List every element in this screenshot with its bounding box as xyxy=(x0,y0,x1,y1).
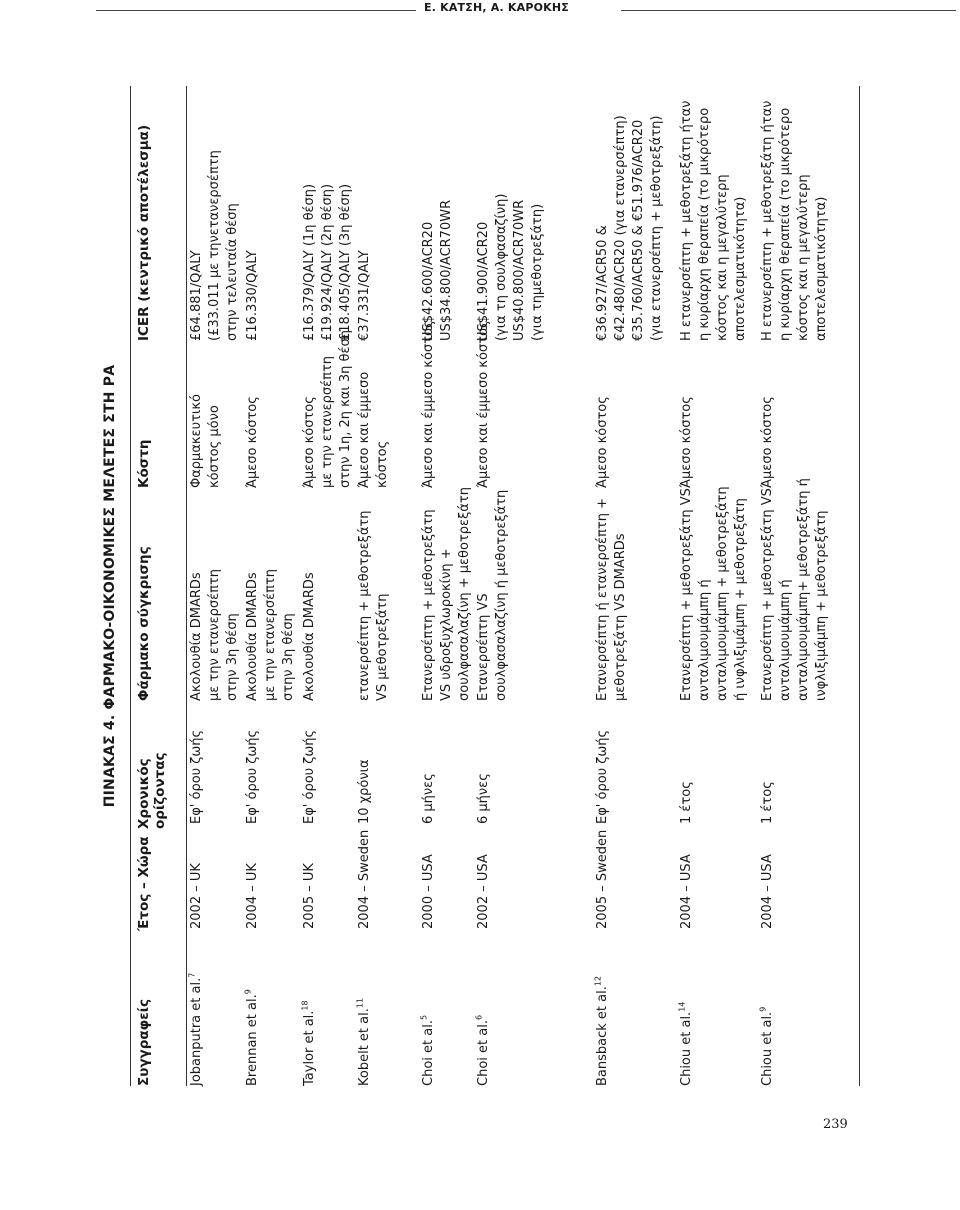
author-name: Taylor et al. xyxy=(302,1010,317,1086)
cell-icer-line: €36.927/ACR50 & xyxy=(595,225,610,341)
cell-comparison-line: Ετανερσέπτη + μεθοτρεξάτη xyxy=(421,509,436,701)
reference-number: 9 xyxy=(243,989,253,995)
cell-horizon-line: Εφ' όρου ζωής xyxy=(595,729,610,824)
cell-icer-line: (για ετανερσέπτη + μεθοτρεξάτη) xyxy=(649,115,664,341)
cell-cost-line: Άμεσο κόστος xyxy=(679,396,694,488)
table-bottom-rule xyxy=(859,86,860,1086)
cell-horizon-line: Εφ' όρου ζωής xyxy=(245,729,260,824)
reference-number: 14 xyxy=(677,1001,687,1012)
cell-icer xyxy=(188,150,242,341)
cell-cost-line: Άμεσο κόστος xyxy=(245,396,260,488)
cell-year-country xyxy=(244,863,262,929)
cell-icer xyxy=(244,250,262,341)
cell-icer-line: US$40.800/ACR70WR xyxy=(512,199,527,341)
cell-icer-line: €42.480/ACR20 (για ετανερσέπτη) xyxy=(613,115,628,341)
table-title: ΠΙΝΑΚΑΣ 4. ΦΑΡΜΑΚΟ-ΟΙΚΟΝΟΜΙΚΕΣ ΜΕΛΕΤΕΣ ΣΤΗ ΡΑ xyxy=(102,364,118,808)
cell-comparison-line: στην 3η θέση xyxy=(225,613,240,701)
cell-year-country xyxy=(420,854,438,929)
cell-comparison-line: ινφλιξιμάμπη + μεθοτρεξάτη xyxy=(814,510,829,701)
header-icer: ICER (κεντρικό αποτέλεσμα) xyxy=(136,124,152,341)
cell-comparison-line: με την ετανερσέπτη xyxy=(207,568,222,701)
cell-year-country-line: 2002 – USA xyxy=(476,854,491,929)
cell-year-country xyxy=(759,854,777,929)
cell-icer-line: US$42.600/ACR20 xyxy=(421,221,436,341)
cell-comparison-line: στην 3η θέση xyxy=(281,613,296,701)
reference-number: 7 xyxy=(187,972,197,978)
cell-comparison-line: Ετανερσέπτη + μεθοτρεξάτη VS xyxy=(760,488,775,701)
cell-year-country xyxy=(301,863,319,929)
cell-comparison xyxy=(759,478,831,701)
cell-horizon xyxy=(188,730,206,824)
cell-icer xyxy=(420,200,456,341)
cell-comparison-line: Ακολουθία DMARDs xyxy=(189,572,204,701)
reference-number: 18 xyxy=(300,1000,310,1011)
cell-comparison-line: ανταλιμουμάμπη ή xyxy=(697,579,712,701)
cell-cost-line: Άμεσο κόστος xyxy=(595,396,610,488)
cell-icer xyxy=(759,101,831,341)
cell-horizon xyxy=(420,773,438,824)
header-authors: Συγγραφείς xyxy=(136,998,152,1086)
cell-comparison-line: ή ινφλιξιμάμπη + μεθοτρεξάτη xyxy=(733,498,748,701)
cell-comparison-line: σουλφασαλαζίνη ή μεθοτρεξάτη xyxy=(494,489,509,701)
table-header-rule xyxy=(186,86,187,1086)
cell-icer-line: US$34.800/ACR70WR xyxy=(439,199,454,341)
author-name: Chiou et al. xyxy=(679,1011,694,1086)
cell-cost xyxy=(678,396,696,488)
cell-icer-line: Η ετανερσέπτη + μεθοτρεξάτη ήταν xyxy=(679,100,694,341)
reference-number: 5 xyxy=(419,1014,429,1021)
cell-cost-line: Άμεσο κόστος xyxy=(760,396,775,488)
reference-number: 6 xyxy=(474,1014,484,1021)
cell-cost xyxy=(759,396,777,488)
cell-horizon xyxy=(594,730,612,824)
cell-author xyxy=(420,1015,438,1086)
cell-horizon-line: 10 χρόνια xyxy=(357,759,372,824)
cell-year-country-line: 2004 – USA xyxy=(760,854,775,929)
cell-author xyxy=(678,1002,696,1086)
cell-comparison xyxy=(420,487,474,701)
cell-comparison-line: VS μεθοτρεξάτη xyxy=(375,593,390,701)
cell-icer-line: (£33.011 με τηνετανερσέπτη xyxy=(207,150,222,341)
cell-horizon-line: 1 έτος xyxy=(679,781,694,824)
cell-cost xyxy=(244,396,262,488)
cell-comparison xyxy=(678,486,750,701)
cell-year-country xyxy=(678,854,696,929)
reference-number: 11 xyxy=(355,997,365,1009)
cell-cost xyxy=(475,320,493,488)
cell-icer-line: (για τημεθοτρεξάτη) xyxy=(530,203,545,341)
author-name: Brennan et al. xyxy=(245,994,260,1086)
header-rule-left xyxy=(96,10,416,11)
header-cost: Κόστη xyxy=(136,439,152,488)
cell-icer-line: (για τη σουλφασαζίνη) xyxy=(494,193,509,341)
header-year-country: Έτος – Χώρα xyxy=(136,836,152,931)
cell-horizon xyxy=(356,759,374,824)
author-name: Jobanputra et al. xyxy=(189,977,204,1086)
cell-comparison-line: με την ετανερσέπτη xyxy=(263,568,278,701)
cell-horizon xyxy=(475,773,493,824)
header-horizon-line: Χρονικός xyxy=(136,758,152,829)
page-number: 239 xyxy=(823,1117,848,1132)
header-rule-right xyxy=(621,10,956,11)
cell-comparison-line: Ακολουθία DMARDs xyxy=(245,572,260,701)
cell-icer-line: £16.330/QALY xyxy=(245,250,260,341)
cell-icer-line: US$41.900/ACR20 xyxy=(476,221,491,341)
cell-comparison xyxy=(594,498,630,701)
cell-cost xyxy=(188,394,224,488)
cell-year-country-line: 2005 – UK xyxy=(302,863,317,929)
cell-year-country xyxy=(188,863,206,929)
cell-year-country-line: 2004 – UK xyxy=(245,863,260,929)
cell-author xyxy=(188,973,206,1086)
cell-cost-line: με την ετανερσέπτη xyxy=(320,355,335,488)
cell-icer-line: €35.760/ACR50 & €51.976/ACR20 xyxy=(631,119,646,341)
cell-horizon-line: Εφ' όρου ζωής xyxy=(302,729,317,824)
cell-cost-line: κόστος μόνο xyxy=(207,405,222,488)
cell-icer-line: αποτελεσματικότητα) xyxy=(733,196,748,341)
cell-icer xyxy=(475,194,547,341)
cell-year-country-line: 2000 – USA xyxy=(421,854,436,929)
cell-icer xyxy=(594,115,666,341)
cell-cost xyxy=(356,372,392,488)
author-name: Choi et al. xyxy=(421,1020,436,1086)
cell-icer-line: £16.379/QALY (1η θέση) xyxy=(302,183,317,341)
cell-cost-line: στην 1η, 2η και 3η θέση xyxy=(338,330,353,488)
cell-comparison xyxy=(244,569,298,701)
running-header xyxy=(96,0,960,16)
cell-comparison xyxy=(475,490,511,701)
cell-cost-line: Άμεσο και έμμεσο κόστος xyxy=(476,320,491,488)
author-name: Chiou et al. xyxy=(760,1011,775,1086)
header-comparison: Φάρμακο σύγκρισης xyxy=(136,546,152,701)
cell-comparison-line: VS υδροξυχλωροκίνη + xyxy=(439,548,454,701)
cell-icer xyxy=(301,184,355,341)
cell-author xyxy=(759,1007,777,1086)
cell-author xyxy=(356,998,374,1086)
cell-comparison-line: Ετανερσέπτη ή ετανερσέπτη + xyxy=(595,498,610,701)
cell-comparison xyxy=(301,572,319,701)
cell-comparison xyxy=(356,511,392,701)
cell-comparison-line: ανταλιμουμάμπη + μεθοτρεξάτη xyxy=(715,486,730,701)
cell-icer-line: κόστος και η μεγαλύτερη xyxy=(715,174,730,341)
cell-icer xyxy=(356,250,374,341)
cell-cost-line: κόστος xyxy=(375,440,390,488)
header-horizon xyxy=(136,752,168,829)
cell-comparison-line: σουλφασαλαζίνη + μεθοτρεξάτη xyxy=(457,487,472,701)
cell-comparison-line: Ετανερσέπτη + μεθοτρεξάτη VS xyxy=(679,488,694,701)
cell-horizon xyxy=(759,781,777,824)
cell-comparison-line: ανταλιμουμάμπη ή xyxy=(778,579,793,701)
author-name: Choi et al. xyxy=(476,1020,491,1086)
cell-icer-line: Η ετανερσέπτη + μεθοτρεξάτη ήταν xyxy=(760,100,775,341)
cell-icer-line: £18.405/QALY (3η θέση) xyxy=(338,183,353,341)
cell-comparison-line: μεθοτρεξάτη VS DMARDs xyxy=(613,533,628,701)
cell-cost-line: Άμεσο και έμμεσο xyxy=(357,371,372,488)
author-name: Kobelt et al. xyxy=(357,1008,372,1086)
cell-icer-line: £64.881/QALY xyxy=(189,250,204,341)
rotated-table xyxy=(100,86,860,1086)
cell-author xyxy=(594,976,612,1086)
cell-horizon xyxy=(678,781,696,824)
cell-icer-line: £19.924/QALY (2η θέση) xyxy=(320,183,335,341)
cell-year-country-line: 2005 – Sweden xyxy=(595,829,610,929)
cell-icer-line: κόστος και η μεγαλύτερη xyxy=(796,174,811,341)
reference-number: 12 xyxy=(593,975,603,987)
cell-year-country-line: 2004 – Sweden xyxy=(357,829,372,929)
header-horizon-line: ορίζοντας xyxy=(152,752,168,829)
reference-number: 9 xyxy=(758,1006,768,1012)
cell-cost xyxy=(301,330,355,488)
cell-icer-line: η κυρίαρχη θεραπεία (το μικρότερο xyxy=(697,107,712,341)
cell-cost-line: Φαρμακευτικό xyxy=(189,394,204,488)
cell-cost xyxy=(594,396,612,488)
cell-horizon-line: 6 μήνες xyxy=(476,773,491,824)
running-header-authors: Ε. ΚΑΤΣΗ, Α. ΚΑΡΟΚΗΣ xyxy=(424,1,570,14)
cell-comparison-line: Ετανερσέπτη VS xyxy=(476,593,491,701)
cell-icer-line: αποτελεσματικότητα) xyxy=(814,196,829,341)
cell-comparison xyxy=(188,569,242,701)
cell-horizon-line: Εφ' όρου ζωής xyxy=(189,729,204,824)
cell-comparison-line: Ακολουθία DMARDs xyxy=(302,572,317,701)
cell-comparison-line: ετανερσέπτη + μεθοτρεξάτη xyxy=(357,510,372,701)
cell-cost xyxy=(420,320,438,488)
cell-icer xyxy=(678,101,750,341)
cell-year-country-line: 2002 – UK xyxy=(189,863,204,929)
table-top-rule xyxy=(130,86,131,1086)
cell-horizon-line: 6 μήνες xyxy=(421,773,436,824)
cell-year-country-line: 2004 – USA xyxy=(679,854,694,929)
cell-horizon xyxy=(301,730,319,824)
author-name: Bansback et al. xyxy=(595,986,610,1086)
cell-cost-line: Άμεσο κόστος xyxy=(302,396,317,488)
cell-year-country xyxy=(594,830,612,929)
cell-year-country xyxy=(475,854,493,929)
cell-year-country xyxy=(356,830,374,929)
cell-horizon xyxy=(244,730,262,824)
cell-icer-line: €37.331/QALY xyxy=(357,250,372,341)
cell-comparison-line: ανταλιμουμάμπη+ μεθοτρεξάτη ή xyxy=(796,478,811,701)
cell-author xyxy=(301,1000,319,1086)
cell-icer-line: η κυρίαρχη θεραπεία (το μικρότερο xyxy=(778,107,793,341)
cell-author xyxy=(244,989,262,1086)
cell-cost-line: Άμεσο και έμμεσο κόστος xyxy=(421,320,436,488)
cell-author xyxy=(475,1015,493,1086)
cell-horizon-line: 1 έτος xyxy=(760,781,775,824)
cell-icer-line: στην τελευταία θέση xyxy=(225,203,240,341)
